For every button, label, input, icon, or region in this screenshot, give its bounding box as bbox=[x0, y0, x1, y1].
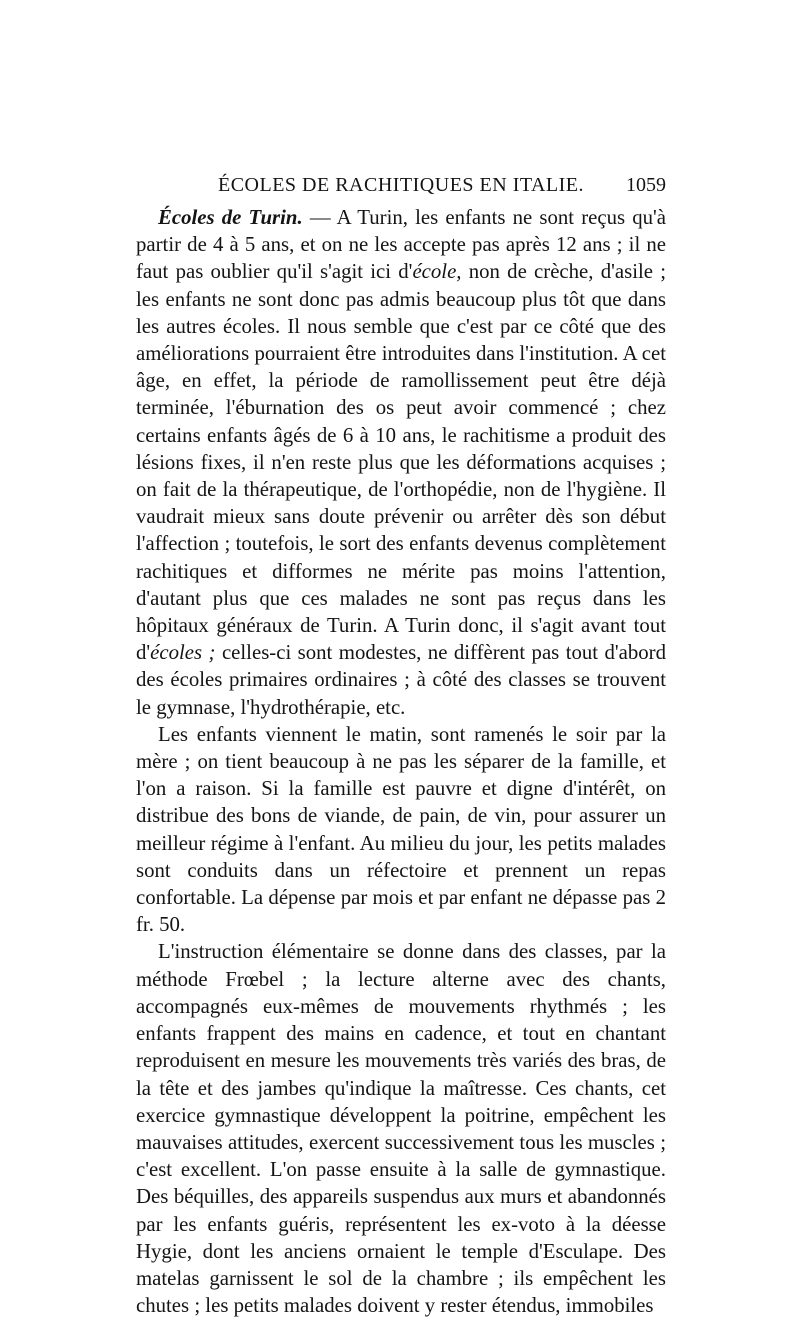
text-run: celles-ci sont modestes, ne diffèrent pas tout d'abord des écoles primaires ordinaires ; à côté des classes se trouvent le gymnase, l'hydrothérapie, etc. bbox=[136, 641, 666, 719]
page-number: 1059 bbox=[626, 174, 666, 196]
paragraph-enfants: Les enfants viennent le matin, sont ramenés le soir par la mère ; on tient beaucoup à ne pas les séparer de la famille, et l'on a raison. Si la famille est pauvre et digne d'intérêt, on distribue des bons de viande, de pain, de vin, pour assurer un meilleur régime à l'enfant. Au milieu du jour, les petits malades sont conduits dans un réfectoire et prennent un repas confortable. La dépense par mois et par enfant ne dépasse pas 2 fr. 50. bbox=[136, 722, 666, 937]
italic-term: écoles ; bbox=[150, 641, 216, 665]
body-text bbox=[136, 204, 666, 1319]
text-run: — A Turin, les enfants ne sont reçus qu'à partir de 4 à 5 ans, et on ne les accepte pas après 12 ans ; il ne faut pas oublier qu'il s'agit ici d' bbox=[136, 206, 667, 284]
running-head bbox=[136, 170, 666, 200]
paragraph-instruction: L'instruction élémentaire se donne dans des classes, par la méthode Frœbel ; la lecture alterne avec des chants, accompagnés eux-mêmes de mouvements rhythmés ; les enfants frappent des mains en cadence, et tout en chantant reproduisent en mesure les mouvements très variés des bras, de la tête et des jambes qu'indique la maîtresse. Ces chants, cet exercice gymnastique développent la poitrine, empêchent les mauvaises attitudes, exercent successivement tous les muscles ; c'est excellent. L'on passe ensuite à la salle de gymnastique. Des béquilles, des appareils suspendus aux murs et abandonnés par les enfants guéris, représentent les ex-voto à la déesse Hygie, dont les anciens ornaient le temple d'Esculape. Des matelas garnissent le sol de la chambre ; ils empêchent les chutes ; les petits malades doivent y rester étendus, immobiles bbox=[136, 940, 666, 1318]
section-lead: Écoles de Turin. bbox=[158, 206, 303, 229]
running-title: ÉCOLES DE RACHITIQUES EN ITALIE. bbox=[217, 174, 585, 196]
italic-term: école, bbox=[412, 260, 462, 284]
text-run: non de crèche, d'asile ; les enfants ne sont donc pas admis beaucoup plus tôt que dans les autres écoles. Il nous semble que c'est par ce côté que des améliorations pourraient être introduites dans l'institution. A cet âge, en effet, la période de ramollissement peut être déjà terminée, l'éburnation des os peut avoir commencé ; chez certains enfants âgés de 6 à 10 ans, le rachitisme a produit des lésions fixes, il n'en reste plus que les déformations acquises ; on fait de la thérapeutique, de l'orthopédie, non de l'hygiène. Il vaudrait mieux sans doute prévenir ou arrêter dès son début l'affection ; toutefois, le sort des enfants devenus complètement rachitiques et difformes ne mérite pas moins l'attention, d'autant plus que ces malades ne sont pas reçus dans les hôpitaux généraux de Turin. A Turin donc, il s'agit avant tout d' bbox=[136, 260, 666, 665]
paragraph-ecoles-de-turin bbox=[136, 204, 666, 721]
